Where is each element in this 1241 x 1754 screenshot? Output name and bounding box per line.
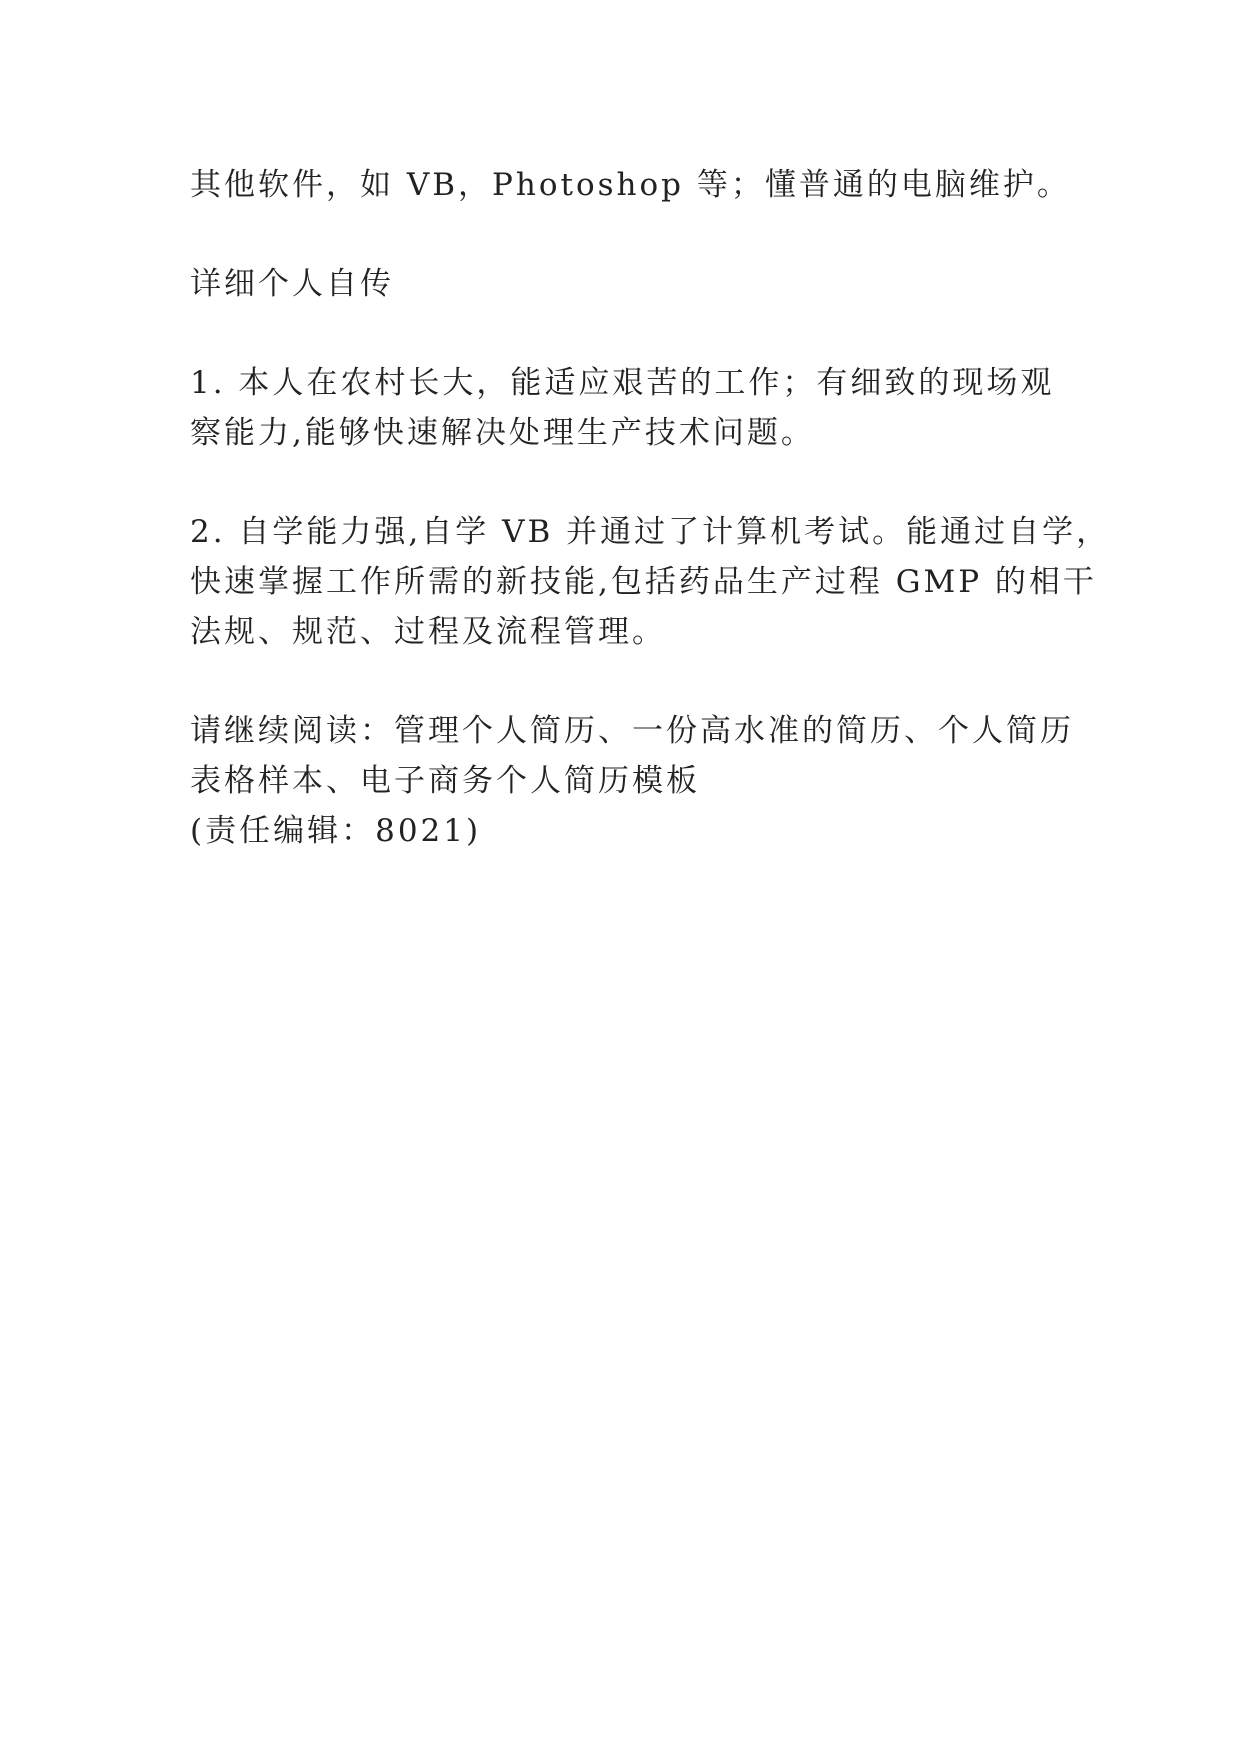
text-line: 2. 自学能力强,自学 VB 并通过了计算机考试。能通过自学， (190, 514, 1111, 550)
text-line: 请继续阅读：管理个人简历、一份高水准的简历、个人简历 (190, 713, 1074, 749)
document-body (190, 160, 1111, 856)
text-line: 其他软件，如 VB，Photoshop 等；懂普通的电脑维护。 (190, 167, 1071, 203)
section-heading-autobiography (190, 259, 1065, 309)
paragraph-point-1 (190, 358, 1065, 458)
text-line: 快速掌握工作所需的新技能,包括药品生产过程 GMP 的相干 (190, 564, 1097, 600)
heading-text: 详细个人自传 (190, 266, 394, 302)
paragraph-point-2 (190, 507, 1111, 657)
text-line: 察能力,能够快速解决处理生产技术问题。 (190, 415, 815, 451)
text-line: 法规、规范、过程及流程管理。 (190, 614, 666, 650)
text-line: 1. 本人在农村长大，能适应艰苦的工作；有细致的现场观 (190, 365, 1055, 401)
paragraph-software-skills (190, 160, 1071, 210)
editor-note: (责任编辑：8021) (190, 813, 482, 849)
paragraph-further-reading (190, 706, 1074, 856)
text-line: 表格样本、电子商务个人简历模板 (190, 763, 700, 799)
